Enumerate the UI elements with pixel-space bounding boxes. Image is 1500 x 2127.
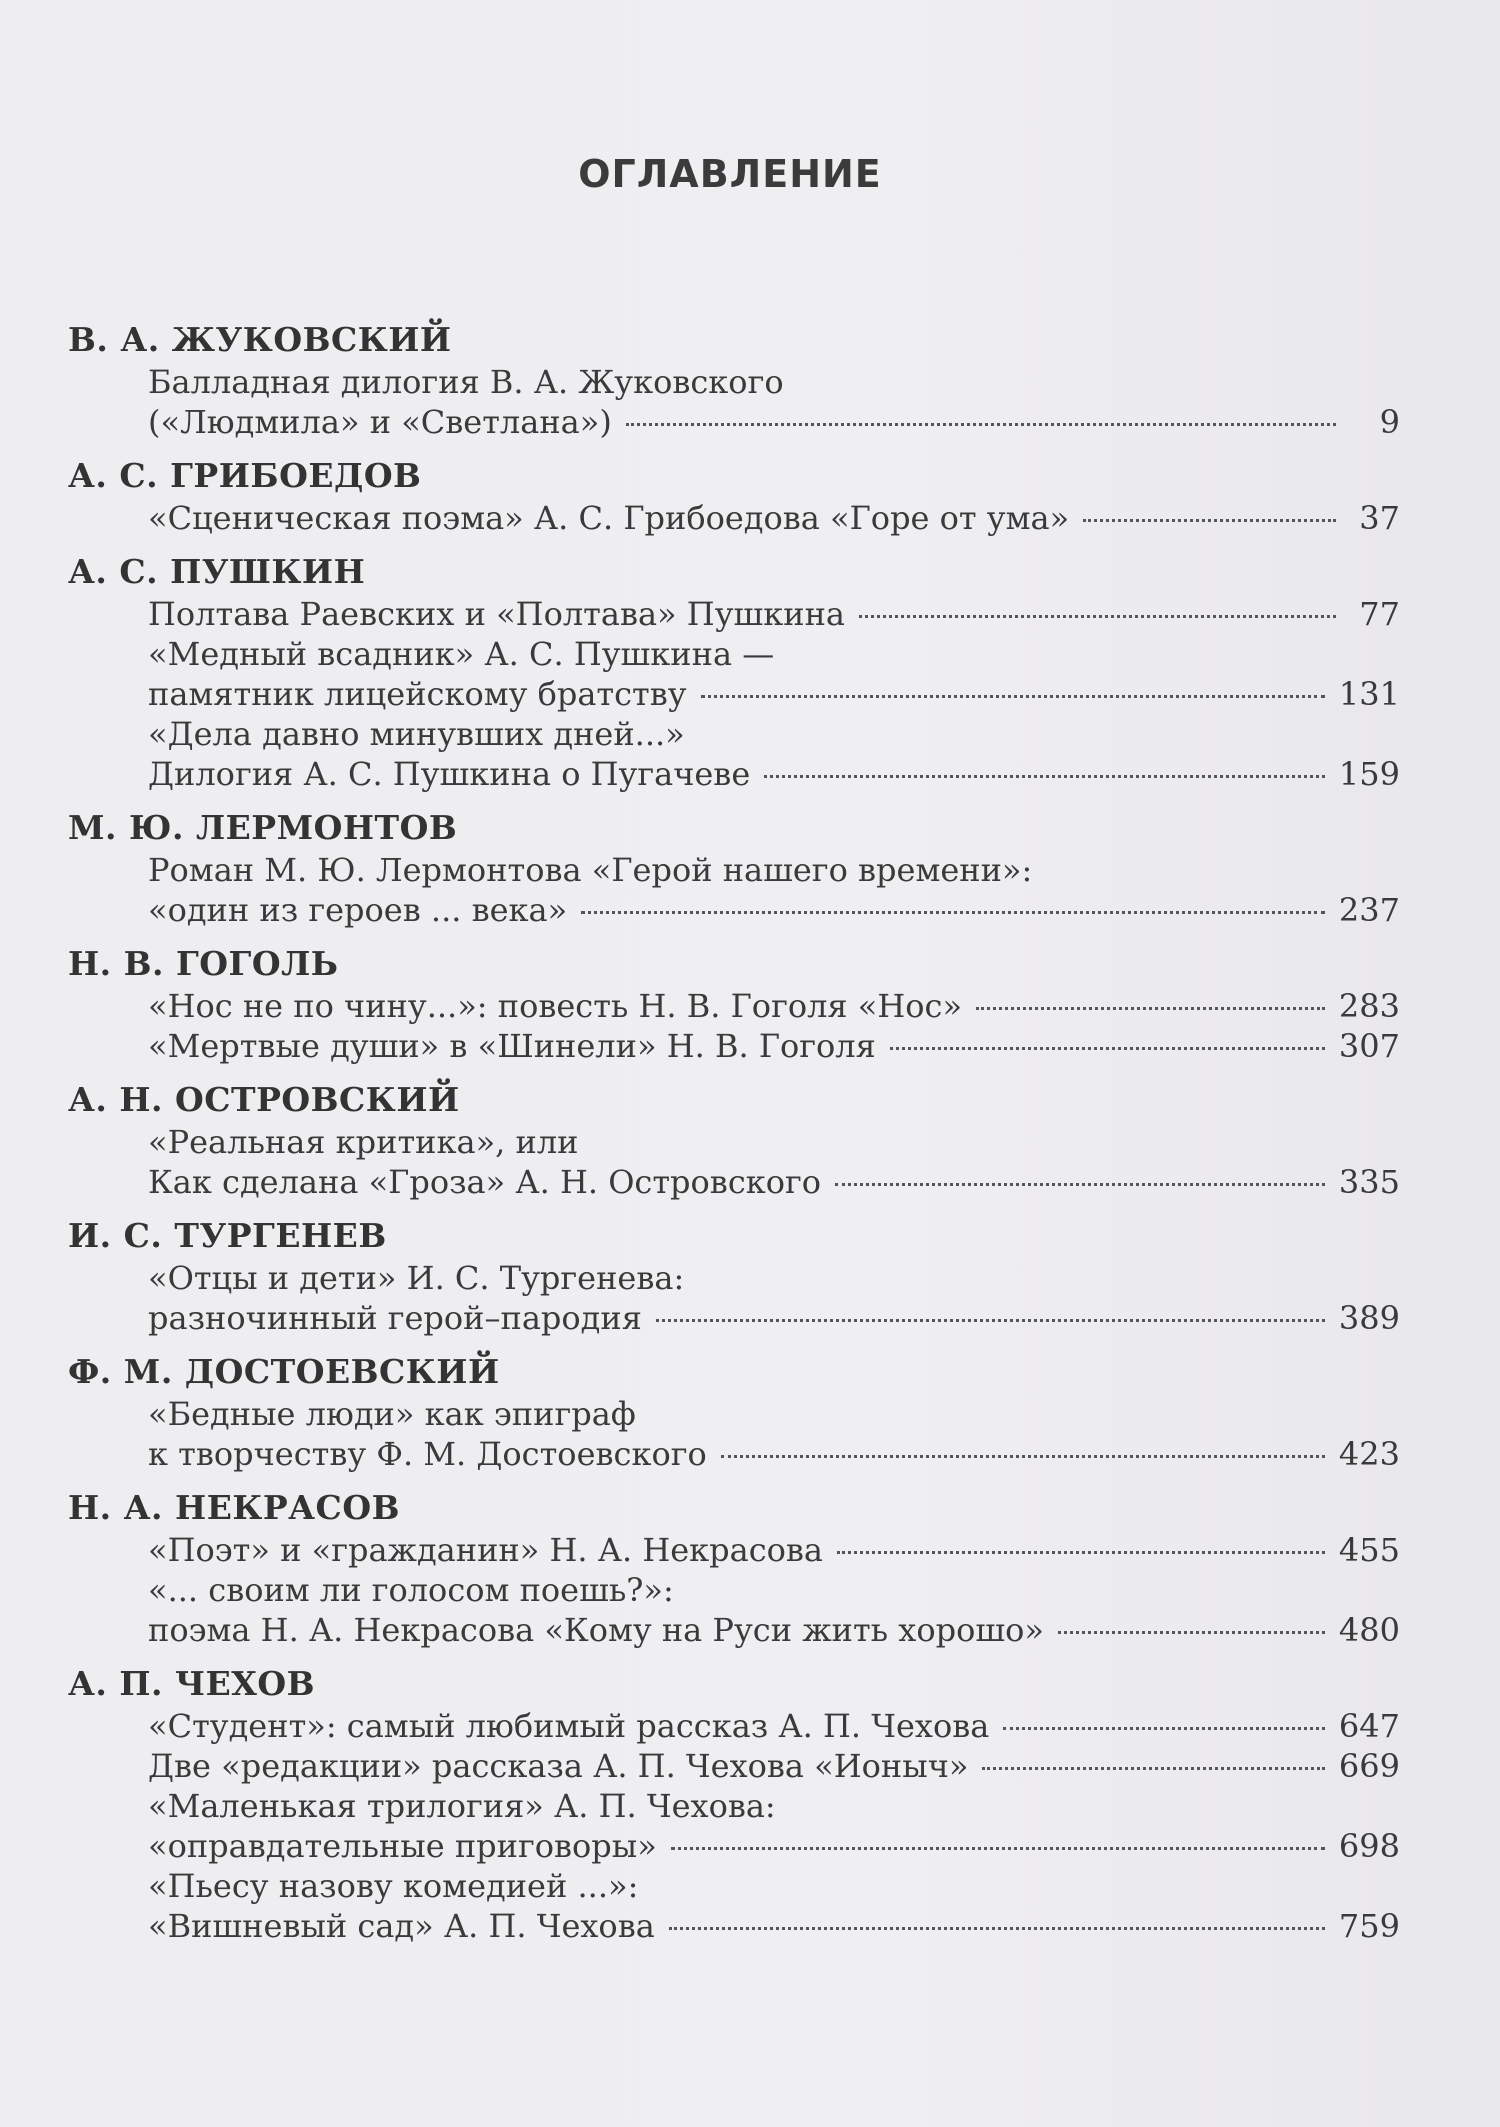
entry-title-line: Полтава Раевских и «Полтава» Пушкина [148,595,845,633]
toc-entry [68,986,1400,1026]
entry-title-line: «Отцы и дети» И. С. Тургенева: [148,1259,685,1297]
section-author-heading: А. С. ПУШКИН [68,552,366,591]
toc-entry [68,1394,1400,1474]
toc-entry [68,498,1400,538]
page-number: 307 [1338,1027,1400,1065]
page-number: 423 [1338,1435,1400,1473]
entry-row [148,674,1400,714]
table-of-contents [68,318,1400,1958]
toc-entry [68,1786,1400,1866]
section-author-heading: Ф. М. ДОСТОЕВСКИЙ [68,1352,500,1391]
toc-section [68,454,1400,538]
section-author-heading: И. С. ТУРГЕНЕВ [68,1216,387,1255]
entry-title-line: «Поэт» и «гражданин» Н. А. Некрасова [148,1531,823,1569]
page-number: 669 [1338,1747,1400,1785]
toc-entry [68,1258,1400,1338]
entry-row [148,1746,1400,1786]
entry-title-line: «Дела давно минувших дней...» [148,715,685,753]
dot-leader [669,1927,1325,1930]
section-author-heading: В. А. ЖУКОВСКИЙ [68,320,452,359]
entry-row [148,1610,1400,1650]
entry-row [148,1826,1400,1866]
entry-row [148,986,1400,1026]
dot-leader [890,1047,1325,1050]
entry-title-line: разночинный герой–пародия [148,1299,642,1337]
toc-entry [68,1746,1400,1786]
entry-row [148,1026,1400,1066]
page-number: 9 [1379,403,1400,441]
entry-row [148,1434,1400,1474]
dot-leader [701,695,1325,698]
entry-row [148,890,1400,930]
dot-leader [626,423,1336,426]
dot-leader [1058,1631,1325,1634]
entry-title-line: «один из героев ... века» [148,891,568,929]
page-number: 389 [1338,1299,1400,1337]
entry-title-line: Роман М. Ю. Лермонтова «Герой нашего времени»: [148,851,1033,889]
entry-row [148,754,1400,794]
entry-title-line: («Людмила» и «Светлана») [148,403,612,441]
toc-entry [68,714,1400,794]
section-author-heading: М. Ю. ЛЕРМОНТОВ [68,808,458,847]
entry-title-line: «Медный всадник» А. С. Пушкина — [148,635,775,673]
section-author-heading: А. Н. ОСТРОВСКИЙ [68,1080,460,1119]
page-number: 698 [1338,1827,1400,1865]
toc-section [68,806,1400,930]
page-number: 480 [1338,1611,1400,1649]
entry-title-line: «оправдательные приговоры» [148,1827,657,1865]
toc-section [68,1214,1400,1338]
toc-entry [68,1570,1400,1650]
dot-leader [671,1847,1325,1850]
entry-title-line: к творчеству Ф. М. Достоевского [148,1435,707,1473]
section-author-heading: А. С. ГРИБОЕДОВ [68,456,422,495]
entry-title-line: «Студент»: самый любимый рассказ А. П. Чехова [148,1707,990,1745]
toc-entry [68,1530,1400,1570]
page-number: 283 [1338,987,1400,1025]
entry-row [148,1706,1400,1746]
entry-title-line: Дилогия А. С. Пушкина о Пугачеве [148,755,751,793]
page-number: 455 [1338,1531,1400,1569]
page-number: 37 [1359,499,1400,537]
entry-title-line: поэма Н. А. Некрасова «Кому на Руси жить хорошо» [148,1611,1044,1649]
toc-entry [68,362,1400,442]
toc-section [68,318,1400,442]
entry-title-line: «Реальная критика», или [148,1123,579,1161]
entry-title-line: «Бедные люди» как эпиграф [148,1395,636,1433]
entry-row [148,402,1400,442]
page-number: 131 [1338,675,1400,713]
entry-title-line: «Маленькая трилогия» А. П. Чехова: [148,1787,776,1825]
dot-leader [721,1455,1325,1458]
page-number: 159 [1338,755,1400,793]
toc-entry [68,1866,1400,1946]
dot-leader [837,1551,1325,1554]
entry-title-line: «Нос не по чину...»: повесть Н. В. Гоголя «Нос» [148,987,963,1025]
entry-row [148,1162,1400,1202]
dot-leader [764,775,1325,778]
entry-title-line: Две «редакции» рассказа А. П. Чехова «Ионыч» [148,1747,969,1785]
entry-title-line: Как сделана «Гроза» А. Н. Островского [148,1163,822,1201]
toc-entry [68,1122,1400,1202]
entry-row [148,594,1400,634]
entry-title-line: «Пьесу назову комедией ...»: [148,1867,639,1905]
page-number: 77 [1359,595,1400,633]
toc-section [68,1078,1400,1202]
page-number: 335 [1338,1163,1400,1201]
entry-title-line: «Сценическая поэма» А. С. Грибоедова «Горе от ума» [148,499,1070,537]
toc-entry [68,634,1400,714]
entry-title-line: «... своим ли голосом поешь?»: [148,1571,674,1609]
entry-row [148,498,1400,538]
entry-title-line: Балладная дилогия В. А. Жуковского [148,363,784,401]
toc-entry [68,1706,1400,1746]
dot-leader [982,1767,1324,1770]
toc-section [68,1350,1400,1474]
dot-leader [976,1007,1325,1010]
entry-row [148,1298,1400,1338]
entry-title-line: памятник лицейскому братству [148,675,687,713]
page-number: 647 [1338,1707,1400,1745]
dot-leader [835,1183,1325,1186]
toc-section [68,1662,1400,1946]
dot-leader [656,1319,1325,1322]
page-title: ОГЛАВЛЕНИЕ [578,152,882,196]
entry-row [148,1906,1400,1946]
toc-entry [68,594,1400,634]
dot-leader [581,911,1325,914]
dot-leader [1083,519,1336,522]
entry-title-line: «Мертвые души» в «Шинели» Н. В. Гоголя [148,1027,876,1065]
page-number: 759 [1338,1907,1400,1945]
dot-leader [1003,1727,1325,1730]
page-number: 237 [1338,891,1400,929]
entry-row [148,1530,1400,1570]
section-author-heading: А. П. ЧЕХОВ [68,1664,316,1703]
toc-entry [68,850,1400,930]
toc-section [68,942,1400,1066]
toc-entry [68,1026,1400,1066]
toc-section [68,550,1400,794]
toc-section [68,1486,1400,1650]
entry-title-line: «Вишневый сад» А. П. Чехова [148,1907,655,1945]
section-author-heading: Н. А. НЕКРАСОВ [68,1488,400,1527]
dot-leader [859,615,1336,618]
section-author-heading: Н. В. ГОГОЛЬ [68,944,339,983]
